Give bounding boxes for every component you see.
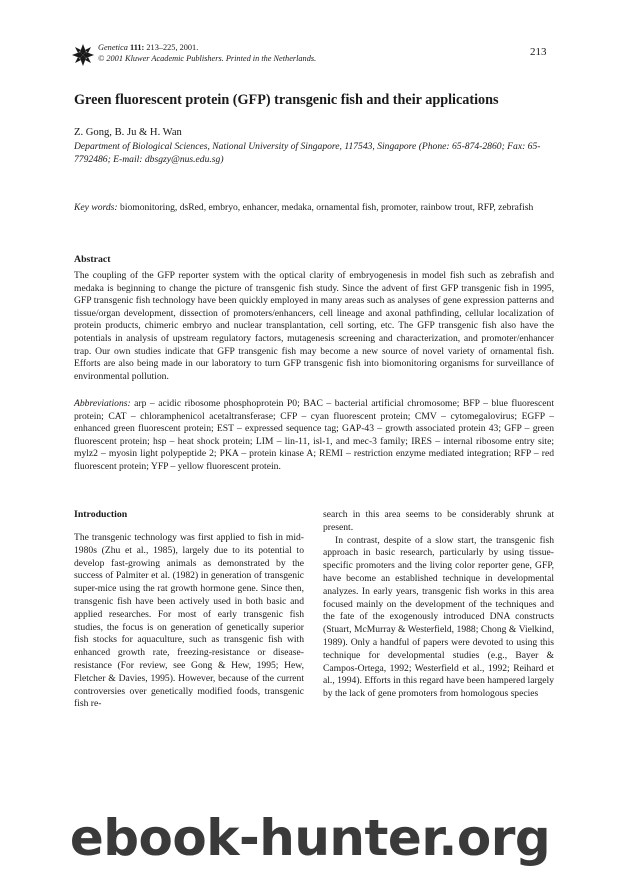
abbreviations-block — [74, 398, 554, 474]
introduction-heading: Introduction — [74, 509, 128, 520]
article-authors: Z. Gong, B. Ju & H. Wan — [74, 127, 182, 138]
abstract-heading: Abstract — [74, 254, 111, 265]
keywords-label: Key words: — [74, 202, 118, 213]
article-title: Green fluorescent protein (GFP) transgenic fish and their applications — [74, 92, 499, 108]
journal-citation — [98, 42, 316, 64]
abbreviations-label: Abbreviations: — [74, 398, 131, 409]
kluwer-logo-icon — [72, 44, 94, 66]
introduction-column-left: The transgenic technology was first applied to fish in mid-1980s (Zhu et al., 1985), largely due to its potential to develop fast-growing animals as demonstrated by the success of Palmiter et al. (1982) in generation of transgenic super-mice using the rat growth hormone gene. Since then, transgenic fish have been actively used in both basic and applied researches. For most of early transgenic fish studies, the focus is on generation of genetically superior fish stocks for aquaculture, such as transgenic fish with enhanced growth rate, freezing-resistance or disease-resistance (For review, see Gong & Hew, 1995; Hew, Fletcher & Davies, 1995). However, because of the current controversies over genetically modified foods, transgenic fish re- — [74, 532, 304, 710]
introduction-paragraph: search in this area seems to be considerably shrunk at present. — [323, 509, 554, 533]
journal-pages: 213–225, 2001. — [146, 43, 199, 52]
journal-name: Genetica — [98, 43, 128, 52]
article-affiliation: Department of Biological Sciences, National University of Singapore, 117543, Singapore (Phone: 65-874-2860; Fax: 65-7792486; E-mail: dbsgzy@nus.edu.sg) — [74, 141, 541, 165]
introduction-column-right — [323, 509, 554, 701]
keywords-text: biomonitoring, dsRed, embryo, enhancer, medaka, ornamental fish, promoter, rainbow trout, RFP, zebrafish — [120, 202, 534, 213]
copyright-line: © 2001 Kluwer Academic Publishers. Printed in the Netherlands. — [98, 54, 317, 63]
abbreviations-text: arp – acidic ribosome phosphoprotein P0; BAC – bacterial artificial chromosome; BFP – blue fluorescent protein; CAT – chloramphenicol acetaltransferase; CFP – cyan fluorescent protein; CMV – cytomegalovirus; EGFP – enhanced green fluorescent protein; EST – expressed sequence tag; GAP-43 – growth associated protein 43; GFP – green fluorescent protein; hsp – heat shock protein; LIM – lin-11, isl-1, and mec-3 family; IRES – internal ribosome entry site; mylz2 – myosin light polypeptide 2; PKA – protein kinase A; REMI – restriction enzyme mediated integration; RFP – red fluorescent protein; YFP – yellow fluorescent protein. — [74, 398, 555, 472]
abstract-text: The coupling of the GFP reporter system with the optical clarity of embryogenesis in model fish such as zebrafish and medaka is beginning to change the picture of transgenic fish study. Since the advent of first GFP transgenic fish in 1995, GFP transgenic fish technology have been quickly employed in many areas such as analyses of gene expression patterns and tissue/organ development, dissection of promoters/enhancers, cell lineage and axonal pathfinding, cellular localization of protein products, chimeric embryo and nuclear transplantation, cell sorting, etc. The GFP transgenic fish also have the potentials in analysis of upstream regulatory factors, mutagenesis screening and characterization, and promoter/enhancer trap. Our own studies indicate that GFP transgenic fish may become a new source of novel variety of ornamental fish. Efforts are also being made in our laboratory to turn GFP transgenic fish into biomonitoring organisms for surveillance of environmental pollution. — [74, 270, 554, 382]
page-number: 213 — [530, 46, 547, 58]
watermark: ebook-hunter.org — [69, 809, 551, 867]
journal-volume: 111: — [130, 43, 145, 52]
keywords-block — [74, 201, 554, 214]
introduction-paragraph: In contrast, despite of a slow start, the transgenic fish approach in basic research, particularly by using tissue-specific promoters and the living color reporter gene, GFP, have become an established technique in developmental analyzes. In early years, transgenic fish works in this area focused mainly on the development of the techniques and the fate of the exogenously introduced DNA constructs (Stuart, McMurray & Westerfield, 1988; Chong & Vielkind, 1989). Only a handful of papers were devoted to using this technique for developmental studies (e.g., Bayer & Campos-Ortega, 1992; Westerfield et al., 1992; Reihard et al., 1994). Efforts in this regard have been hampered largely by the lack of gene promoters from homologous species — [323, 534, 554, 700]
